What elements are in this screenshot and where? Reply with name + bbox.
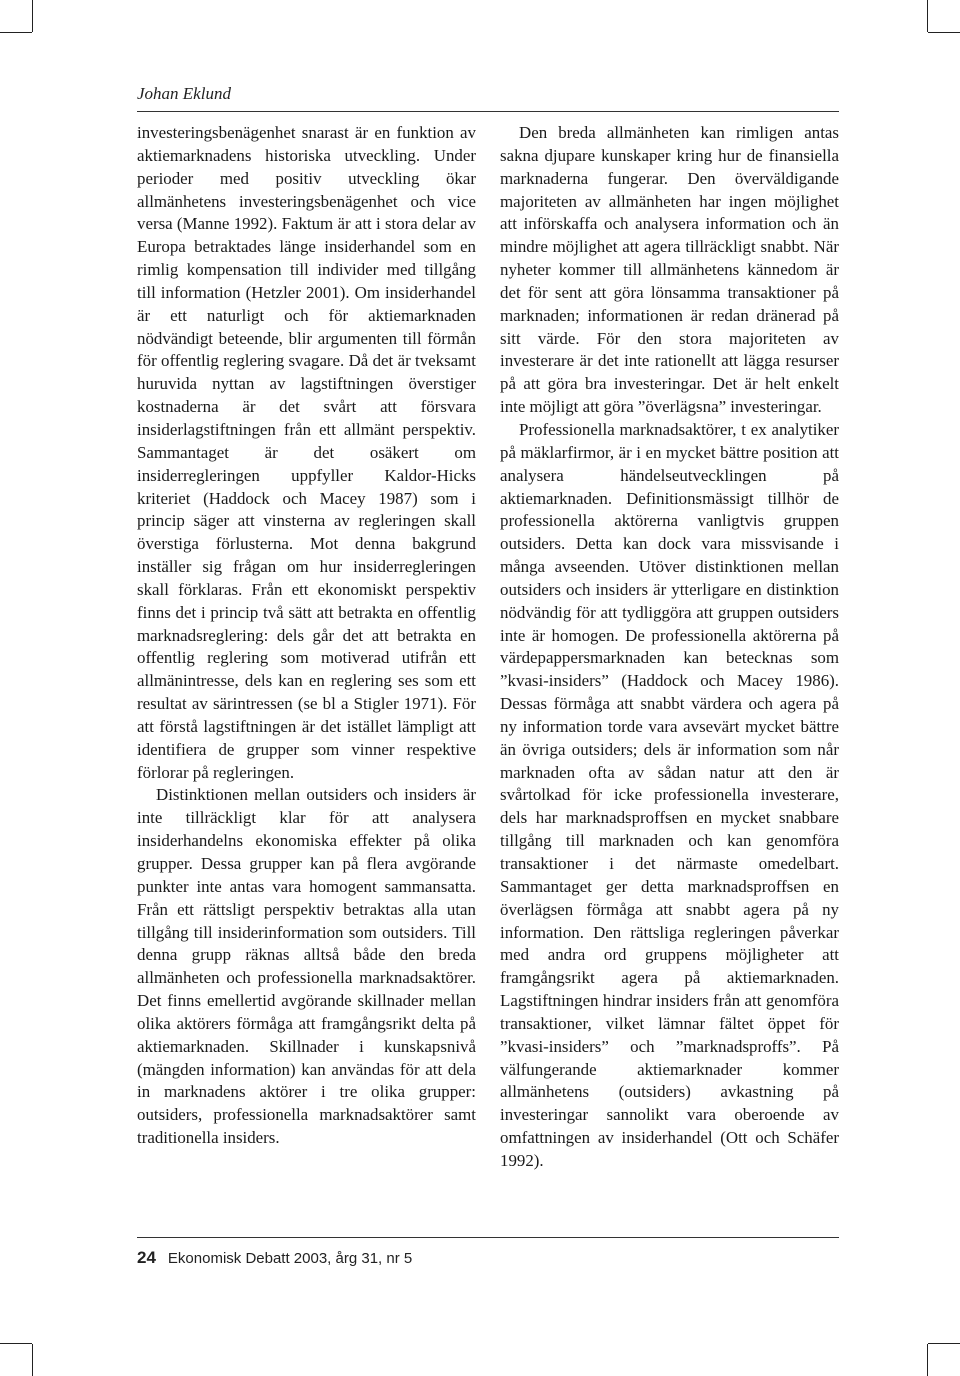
- crop-mark: [32, 0, 33, 32]
- crop-mark: [928, 1343, 960, 1344]
- crop-mark: [927, 1344, 928, 1376]
- crop-mark: [0, 32, 32, 33]
- journal-citation: Ekonomisk Debatt 2003, årg 31, nr 5: [167, 1250, 413, 1267]
- crop-mark: [0, 1343, 32, 1344]
- running-head-author: Johan Eklund: [137, 84, 231, 103]
- paragraph: Professionella marknadsaktörer, t ex analytiker på mäklarfirmor, är i en mycket bättre position att analysera händelseutvecklingen på aktiemarknaden. Definitionsmässigt tillhör de professionella aktörerna vanligtvis gruppen outsiders. Detta kan dock vara missvisande i många avseenden. Utöver distinktionen mellan outsiders och insiders är ytterligare en distinktion nödvändig för att tydliggöra att gruppen outsiders inte är homogen. De professionella aktörerna på värdepappersmarknaden kan betecknas som ”kvasi-insiders” (Haddock och Macey 1986). Dessas förmåga att snabbt värdera och agera på ny information torde vara avsevärt mycket bättre än övriga outsiders; dels är information som når marknaden ofta av sådan natur att den är svårtolkad för icke professionella investerare, dels har marknadsproffsen en mycket snabbare tillgång till marknaden och kan genomföra transaktioner i det närmaste omedelbart. Sammantaget ger detta marknadsproffsen en överlägsen förmåga att snabbt agera på ny information. Den rättsliga regleringen påverkar med andra ord gruppens möjligheter att framgångsrikt agera på aktiemarknaden. Lagstiftningen hindrar insiders från att genomföra transaktioner, vilket lämnar fältet öppet för ”kvasi-insiders” och ”marknadsproffs”. På välfungerande aktiemarknader kommer allmänhetens (outsiders) avkastning på investeringar sannolikt vara oberoende av omfattningen av insiderhandel (Ott och Schäfer 1992).: [500, 419, 839, 1170]
- footer-rule: [137, 1237, 839, 1238]
- left-column: [137, 122, 476, 1150]
- page-number: 24: [137, 1248, 156, 1267]
- right-column: [500, 122, 839, 1173]
- paragraph: investeringsbenägenhet snarast är en funktion av aktiemarknadens historiska utveckling. Under perioder med positiv utveckling ökar allmänhetens investeringsbenägenhet och vice versa (Manne 1992). Faktum är att i stora delar av Europa betraktades länge insiderhandel som en rimlig kompensation till individer med tillgång till information (Hetzler 2001). Om insiderhandel är ett naturligt och för aktiemarknaden nödvändigt beteende, blir argumenten till förmån för offentlig reglering svagare. Då det är tveksamt huruvida nyttan av lagstiftningen överstiger kostnaderna är det svårt att försvara insiderlagstiftningen från ett allmänt perspektiv. Sammantaget är det osäkert om insiderregleringen uppfyller Kaldor-Hicks kriteriet (Haddock och Macey 1987) som i princip säger att vinsterna av regleringen skall överstiga förlusterna. Mot denna bakgrund inställer sig frågan om hur insiderregleringen skall förklaras. Från ett ekonomiskt perspektiv finns det i princip två sätt att betrakta en offentlig marknadsreglering: dels går det att betrakta en offentlig reglering som motiverad utifrån ett allmänintresse, dels kan en reglering ses som ett resultat av särintressen (se bl a Stigler 1971). För att förstå lagstiftningen är det istället lämpligt att identifiera de grupper som vinner respektive förlorar på regleringen.: [137, 123, 476, 782]
- paragraph: Distinktionen mellan outsiders och insiders är inte tillräckligt klar för att analysera insiderhandelns ekonomiska effekter på olika grupper. Dessa grupper kan på flera avgörande punkter inte antas vara homogent sammansatta. Från ett rättsligt perspektiv betraktas alla utan tillgång till insiderinformation som outsiders. Till denna grupp räknas alltså både den breda allmänheten och professionella marknadsaktörer. Det finns emellertid avgörande skillnader mellan olika aktörers förmåga att framgångsrikt delta på aktiemarknaden. Skillnader i kunskapsnivå (mängden information) kan användas för att dela in marknadens aktörer i tre olika grupper: outsiders, professionella marknadsaktörer samt traditionella insiders.: [137, 785, 476, 1148]
- crop-mark: [928, 32, 960, 33]
- paragraph: Den breda allmänheten kan rimligen antas sakna djupare kunskaper kring hur de finansiella marknaderna fungerar. Den överväldigande majoriteten av allmänheten har ingen möjlighet att införskaffa och analysera information och än mindre möjlighet att agera tillräckligt snabbt. När nyheter kommer till allmänhetens kännedom är det för sent att göra lönsamma transaktioner på marknaden; informationen är redan dränerad på sitt värde. För den stora majoriteten av investerare är det inte rationellt att lägga resurser på att göra bra investeringar. Det är helt enkelt inte möjligt att göra ”överlägsna” investeringar.: [500, 123, 839, 417]
- crop-mark: [32, 1344, 33, 1376]
- header-rule: [137, 111, 839, 112]
- crop-mark: [927, 0, 928, 32]
- page-footer: [137, 1248, 412, 1268]
